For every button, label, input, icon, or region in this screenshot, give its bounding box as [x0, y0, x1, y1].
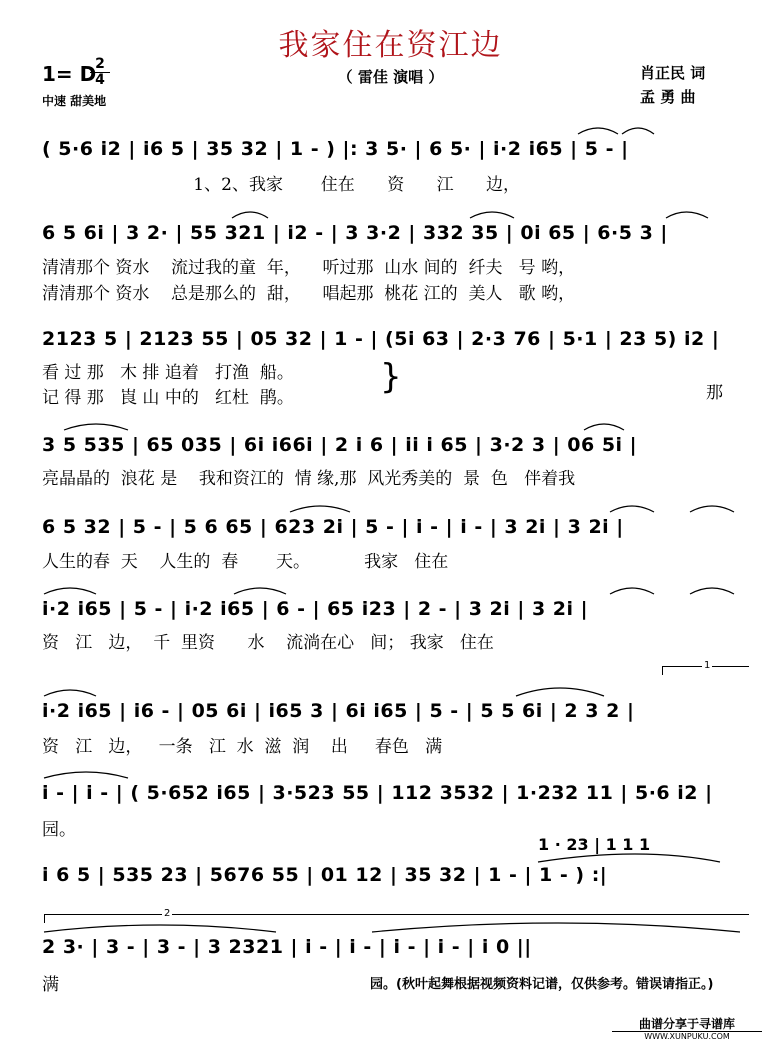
- notation-line-4: 3 5 535 | 65 035 | 6i i66i | 2 i 6 | ii i 65 | 3·2 3 | 06 5i |: [42, 434, 638, 456]
- notation-line-2: 6 5 6i | 3 2· | 55 321 | i2 - | 3 3·2 | 332 35 | 0i 65 | 6·5 3 |: [42, 222, 668, 244]
- lyric-line-1: 1、2、我家 住在 资 江 边，: [42, 175, 521, 195]
- lyricist-credit: 肖正民 词: [640, 64, 706, 82]
- volta-number-1: 1: [704, 660, 711, 671]
- time-top: 2: [95, 56, 105, 72]
- time-signature: [90, 58, 110, 87]
- pickup-lyric: 那: [706, 383, 723, 403]
- notation-line-10: 2 3· | 3 - | 3 - | 3 2321 | i - | i - | i - | i - | i 0 ||: [42, 936, 532, 958]
- lyric-line-2b: 清清那个 资水 总是那么的 甜， 唱起那 桃花 江的 美人 歌 哟，: [42, 284, 576, 304]
- lyric-line-4: 亮晶晶的 浪花 是 我和资江的 情 缘,那 风光秀美的 景 色 伴着我: [42, 469, 576, 489]
- notation-line-8: i - | i - | ( 5·652 i65 | 3·523 55 | 112 3532 | 1·232 11 | 5·6 i2 |: [42, 782, 713, 804]
- notation-line-3: 2123 5 | 2123 55 | 05 32 | 1 - | (5i 63 | 2·3 76 | 5·1 | 23 5) i2 |: [42, 328, 720, 350]
- volta-bracket-2: [44, 914, 749, 923]
- performer-line: （ 雷佳 演唱 ）: [337, 68, 444, 86]
- notation-line-6: i·2 i65 | 5 - | i·2 i65 | 6 - | 65 i23 | 2 - | 3 2i | 3 2i |: [42, 598, 589, 620]
- lyric-line-3a: 看 过 那 木 排 追着 打渔 船。: [42, 363, 294, 383]
- notation-line-9: i 6 5 | 535 23 | 5676 55 | 01 12 | 35 32 | 1 - | 1 - ) :|: [42, 864, 608, 886]
- lyric-line-3b: 记 得 那 崀 山 中的 红杜 鹃。: [42, 388, 294, 408]
- lyric-line-5: 人生的春 天 人生的 春 天。 我家 住在: [42, 552, 449, 572]
- time-bottom: 4: [95, 72, 105, 88]
- lyric-line-8: 园。: [42, 820, 76, 840]
- volta-number-2: 2: [164, 908, 171, 919]
- notation-line-7: i·2 i65 | i6 - | 05 6i | i65 3 | 6i i65 | 5 - | 5 5 6i | 2 3 2 |: [42, 700, 635, 722]
- lyric-line-2a: 清清那个 资水 流过我的童 年， 听过那 山水 间的 纤夫 号 哟，: [42, 258, 576, 278]
- lyric-line-10: 满: [42, 975, 59, 995]
- composer-credit: 孟 勇 曲: [640, 88, 696, 106]
- notation-line-5: 6 5 32 | 5 - | 5 6 65 | 623 2i | 5 - | i - | i - | 3 2i | 3 2i |: [42, 516, 624, 538]
- notation-line-1: ( 5·6 i2 | i6 5 | 35 32 | 1 - ) |: 3 5· | 6 5· | i·2 i65 | 5 - |: [42, 138, 629, 160]
- song-title: 我家住在资江边: [278, 28, 503, 63]
- lyric-line-7: 资 江 边， 一条 江 水 滋 润 出 春色 满: [42, 737, 443, 757]
- key-signature: 1= D: [42, 62, 97, 86]
- lyric-line-6: 资 江 边， 千 里资 水 流淌在心 间； 我家 住在: [42, 633, 494, 653]
- watermark-url: WWW.XUNPUKU.COM: [644, 1032, 730, 1041]
- alternate-ending-notes: 1 · 23 | 1 1 1: [538, 835, 651, 854]
- watermark-text: 曲谱分享于寻谱库: [638, 1017, 735, 1031]
- transcription-note: 园。(秋叶起舞根据视频资料记谱，仅供参考。错误请指正。): [370, 977, 714, 992]
- repeat-brace: }: [380, 357, 402, 397]
- tempo-marking: 中速 甜美地: [42, 94, 107, 108]
